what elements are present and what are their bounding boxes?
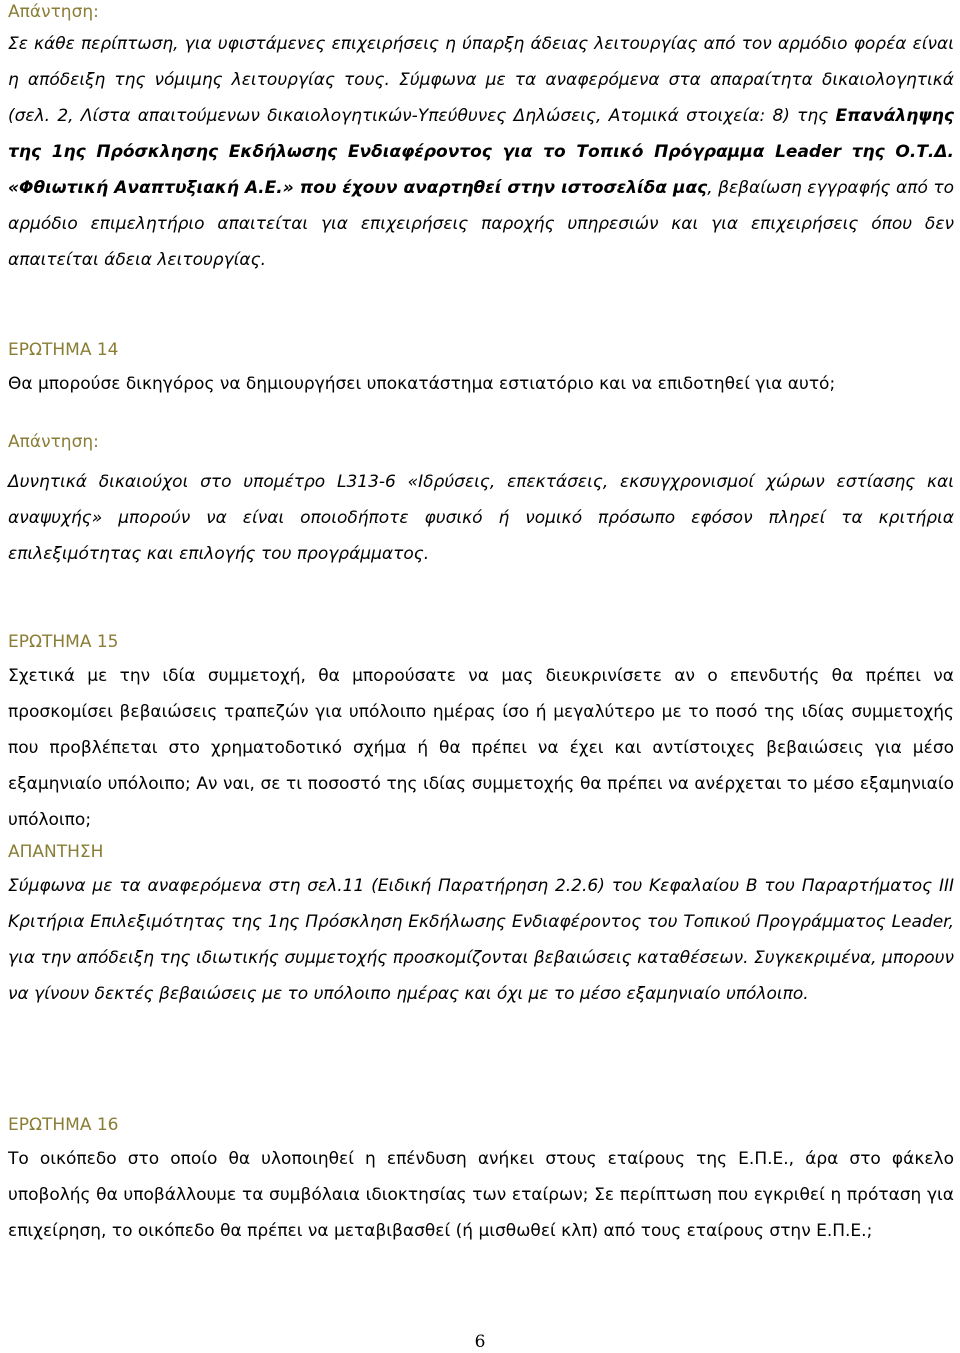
answer-text-2: , βεβαίωση εγγραφής από το αρμόδιο επιμελητήριο απαιτείται για επιχειρήσεις παροχής υπηρεσιών και για επιχειρήσεις όπου δεν απαιτείται άδεια λειτουργίας. — [8, 178, 954, 270]
question-16-title: ΕΡΩΤΗΜΑ 16 — [8, 1115, 119, 1135]
answer-section-a — [8, 0, 954, 278]
answer-paragraph — [8, 26, 954, 278]
question-16-text: Το οικόπεδο στο οποίο θα υλοποιηθεί η επένδυση ανήκει στους εταίρους της Ε.Π.Ε., άρα στο φάκελο υποβολής θα υποβάλλουμε τα συμβόλαια ιδιοκτησίας των εταίρων; Σε περίπτωση που εγκριθεί η πρόταση για επιχείρηση, το οικόπεδο θα πρέπει να μεταβιβασθεί (ή μισθωθεί κλπ) από τους εταίρους στην Ε.Π.Ε.; — [8, 1149, 954, 1241]
answer-15-text: Σύμφωνα με τα αναφερόμενα στη σελ.11 (Ειδική Παρατήρηση 2.2.6) του Κεφαλαίου Β του Παραρτήματος ΙΙΙ Κριτήρια Επιλεξιμότητας της 1ης Πρόσκληση Εκδήλωσης Ενδιαφέροντος του Τοπικού Προγράμματος Leader, για την απόδειξη της ιδιωτικής συμμετοχής προσκομίζονται βεβαιώσεις καταθέσεων. Συγκεκριμένα, μπορουν να γίνουν δεκτές βεβαιώσεις με το υπόλοιπο ημέρας και όχι με το μέσο εξαμηνιαίο υπόλοιπο. — [8, 876, 954, 1004]
answer-15-label: ΑΠΑΝΤΗΣΗ — [8, 842, 104, 862]
question-14-title: ΕΡΩΤΗΜΑ 14 — [8, 340, 119, 360]
answer-14-label: Απάντηση: — [8, 432, 99, 452]
question-16-section — [8, 1113, 954, 1249]
question-14-text: Θα μπορούσε δικηγόρος να δημιουργήσει υποκατάστημα εστιατόριο και να επιδοτηθεί για αυτό; — [8, 374, 836, 394]
answer-text-bold: Επανάληψης της 1ης Πρόσκλησης Εκδήλωσης Ενδιαφέροντος για το Τοπικό Πρόγραμμα Leader της Ο.Τ.Δ. «Φθιωτική Αναπτυξιακή Α.Ε.» που έχουν αναρτηθεί στην ιστοσελίδα μας — [8, 106, 954, 198]
answer-label: Απάντηση: — [8, 2, 99, 22]
answer-14-text: Δυνητικά δικαιούχοι στο υπομέτρο L313-6 «Ιδρύσεις, επεκτάσεις, εκσυγχρονισμοί χώρων εστίασης και αναψυχής» μπορούν να είναι οποιοδήποτε φυσικό ή νομικό πρόσωπο εφόσον πληρεί τα κριτήρια επιλεξιμότητας και επιλογής του προγράμματος. — [8, 472, 954, 564]
question-14-section — [8, 338, 954, 572]
question-15-section — [8, 630, 954, 1012]
question-15-title: ΕΡΩΤΗΜΑ 15 — [8, 632, 119, 652]
question-15-text: Σχετικά με την ιδία συμμετοχή, θα μπορούσατε να μας διευκρινίσετε αν ο επενδυτής θα πρέπει να προσκομίσει βεβαιώσεις τραπεζών για υπόλοιπο ημέρας ίσο ή μεγαλύτερο με το ποσό της ιδίας συμμετοχής που προβλέπεται στο χρηματοδοτικό σχήμα ή θα πρέπει να έχει και αντίστοιχες βεβαιώσεις για μέσο εξαμηνιαίο υπόλοιπο; Αν ναι, σε τι ποσοστό της ιδίας συμμετοχής θα πρέπει να ανέρχεται το μέσο εξαμηνιαίο υπόλοιπο; — [8, 666, 954, 830]
answer-text-1: Σε κάθε περίπτωση, για υφιστάμενες επιχειρήσεις η ύπαρξη άδειας λειτουργίας από τον αρμόδιο φορέα είναι η απόδειξη της νόμιμης λειτουργίας τους. Σύμφωνα με τα αναφερόμενα στα απαραίτητα δικαιολογητικά (σελ. 2, Λίστα απαιτούμενων δικαιολογητικών-Υπεύθυνες Δηλώσεις, Ατομικά στοιχεία: 8) της — [8, 34, 954, 126]
page-number: 6 — [474, 1332, 486, 1352]
